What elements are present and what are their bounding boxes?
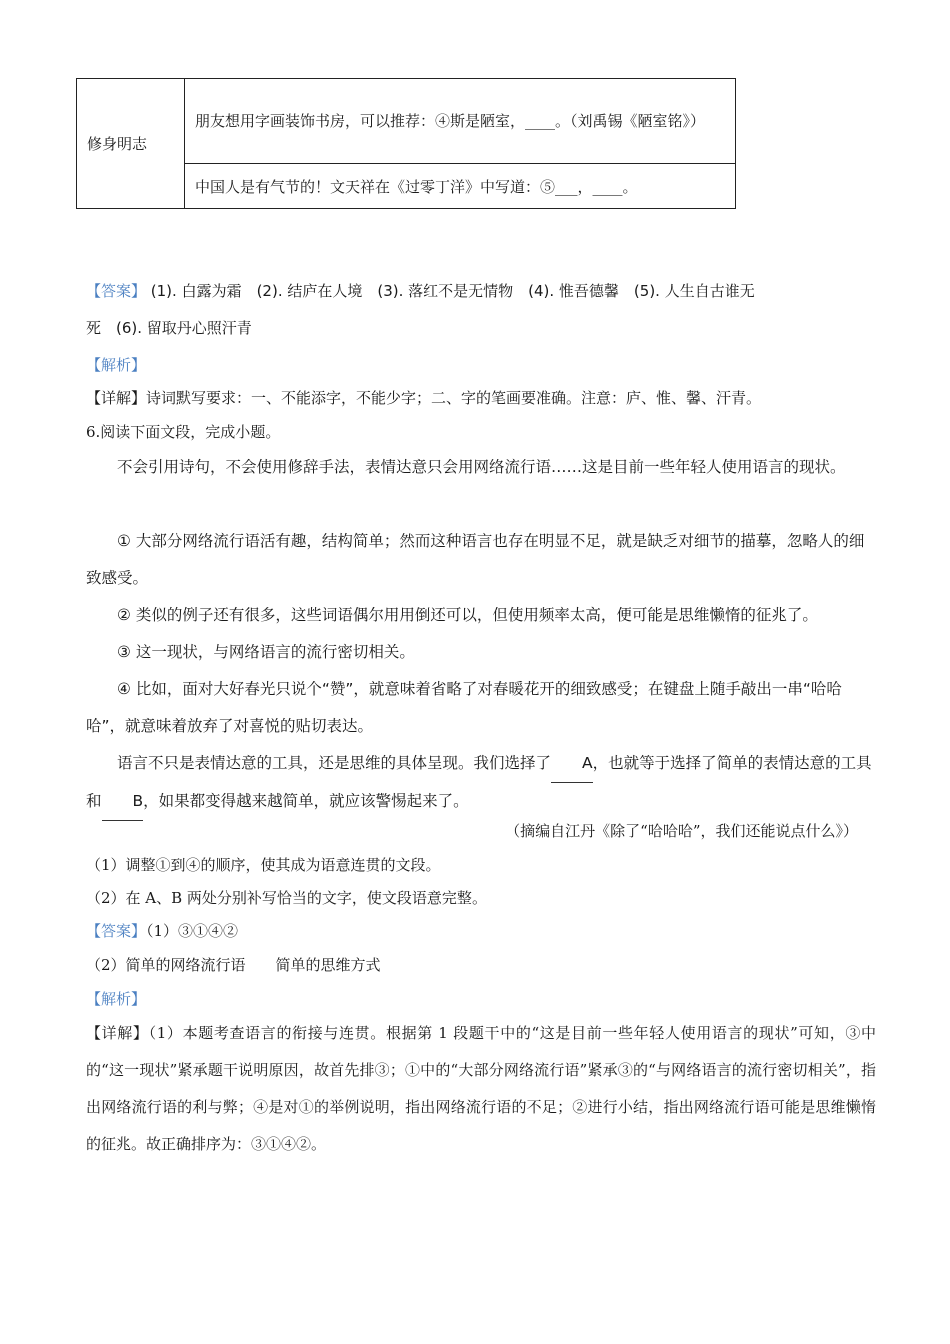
answer-2-line-1 — [86, 920, 238, 941]
answer-tag: 【答案】 — [86, 282, 147, 300]
passage-sentence-2: ② 类似的例子还有很多，这些词语偶尔用用倒还可以，但使用频率太高，便可能是思维懒惰的征兆了。 — [117, 606, 818, 624]
detail-2-text: （1）本题考查语言的衔接与连贯。根据第 1 段题干中的“这是目前一些年轻人使用语言的现状”可知，③中的“这一现状”紧承题干说明原因，故首先排③；①中的“大部分网络流行语”紧承③的“与网络语言的流行密切相关”，指出网络流行语的利与弊；④是对①的举例说明，指出网络流行语的不足；②进行小结，指出网络流行语可能是思维懒惰的征兆。故正确排序为：③①④②。 — [86, 1024, 876, 1153]
passage-sentence-3: ③ 这一现状，与网络语言的流行密切相关。 — [117, 643, 415, 661]
analysis-tag: 【解析】 — [86, 990, 147, 1008]
conclusion-part-a: 语言不只是表情达意的工具，还是思维的具体呈现。我们选择了 — [117, 754, 552, 772]
detail-tag: 【详解】 — [86, 389, 147, 407]
answer-2-text-1: （1）③①④② — [146, 922, 239, 940]
sub-question-1: （1）调整①到④的顺序，使其成为语意连贯的文段。 — [86, 856, 441, 874]
answer-2-line-2: （2）简单的网络流行语 简单的思维方式 — [86, 956, 381, 974]
question-6-title: 6.阅读下面文段，完成小题。 — [86, 423, 281, 441]
table-category-cell: 修身明志 — [77, 79, 185, 209]
blank-b: B — [102, 783, 144, 821]
analysis-tag: 【解析】 — [86, 356, 147, 374]
answer-1-text: (1). 白露为霜 (2). 结庐在人境 (3). 落红不是无情物 (4). 惟吾德馨 (5). 人生自古谁无 — [146, 282, 755, 300]
detail-1-text: 诗词默写要求：一、不能添字，不能少字；二、字的笔画要准确。注意：庐、惟、馨、汗青。 — [146, 389, 762, 407]
passage-intro: 不会引用诗句，不会使用修辞手法，表情达意只会用网络流行语……这是目前一些年轻人使用语言的现状。 — [117, 458, 846, 476]
answer-1-line-1 — [86, 280, 755, 301]
passage-conclusion — [86, 745, 876, 821]
detail-2 — [86, 1015, 876, 1163]
detail-tag: 【详解】 — [86, 1024, 149, 1042]
passage-sentence-1: ① 大部分网络流行语活有趣，结构简单；然而这种语言也存在明显不足，就是缺乏对细节的描摹，忽略人的细致感受。 — [86, 532, 865, 587]
table-row-1: 朋友想用字画装饰书房，可以推荐：④斯是陋室，____。（刘禹锡《陋室铭》） — [185, 79, 736, 164]
blank-a: A — [551, 745, 593, 783]
answer-1-line-2: 死 (6). 留取丹心照汗青 — [86, 319, 252, 337]
recitation-table — [76, 78, 736, 209]
conclusion-part-b: ，也就等于选择了简单的表情达意的工具和 — [86, 754, 872, 810]
passage-source: （摘编自江丹《除了“哈哈哈”，我们还能说点什么》） — [505, 822, 858, 840]
sub-question-2: （2）在 A、B 两处分别补写恰当的文字，使文段语意完整。 — [86, 889, 487, 907]
conclusion-part-c: ，如果都变得越来越简单，就应该警惕起来了。 — [143, 792, 469, 810]
detail-1 — [86, 387, 761, 408]
passage-sentence-4: ④ 比如，面对大好春光只说个“赞”，就意味着省略了对春暖花开的细致感受；在键盘上随手敲出一串“哈哈哈”，就意味着放弃了对喜悦的贴切表达。 — [86, 680, 842, 735]
table-row-2: 中国人是有气节的！文天祥在《过零丁洋》中写道：⑤___，____。 — [185, 164, 736, 209]
answer-tag: 【答案】 — [86, 922, 147, 940]
